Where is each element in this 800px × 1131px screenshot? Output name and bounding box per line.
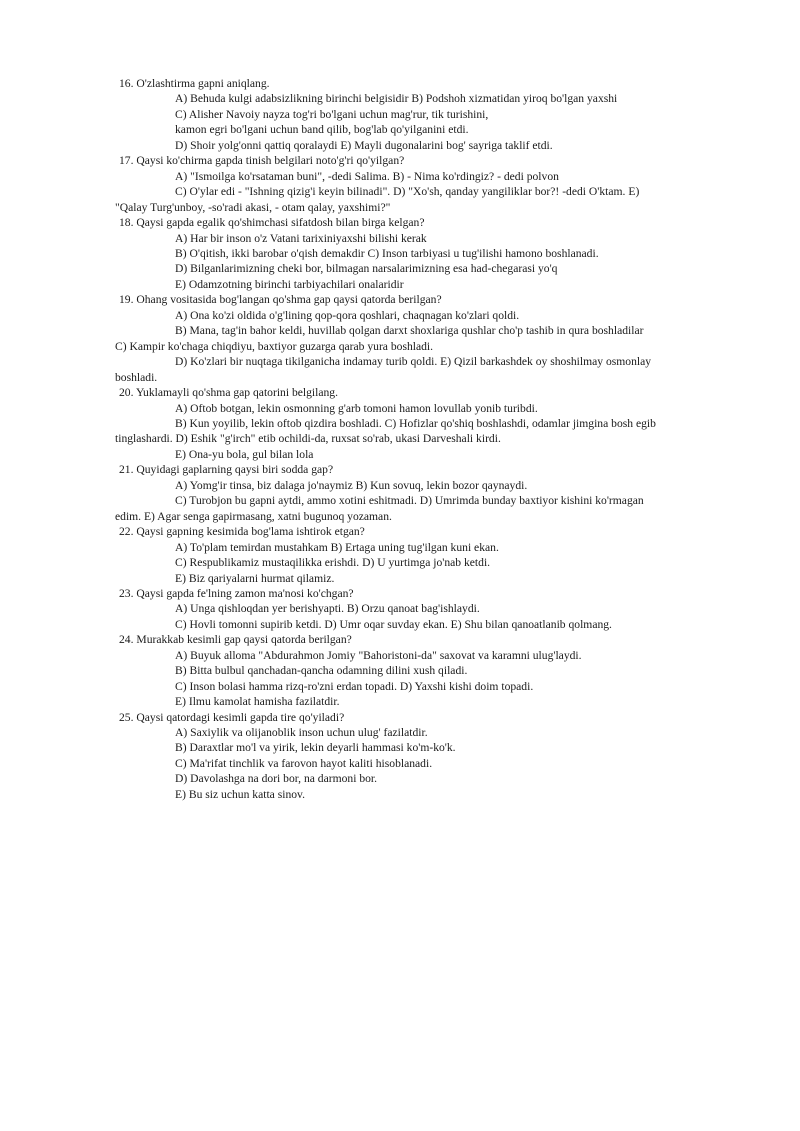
answer-line: C) Inson bolasi hamma rizq-ro'zni erdan topadi. D) Yaxshi kishi doim topadi. [175, 679, 534, 693]
question-title: 19. Ohang vositasida bog'langan qo'shma gap qaysi qatorda berilgan? [119, 293, 442, 307]
answer-continuation: tinglashardi. D) Eshik "g'irch" etib ochildi-da, ruxsat so'rab, ukasi Darveshali kirdi. [115, 432, 501, 446]
answer-line: E) Ilmu kamolat hamisha fazilatdir. [175, 695, 340, 709]
answer-line: B) Kun yoyilib, lekin oftob qizdira boshladi. C) Hofizlar qo'shiq boshlashdi, odamlar jimgina bosh egib [175, 416, 656, 430]
question-title: 22. Qaysi gapning kesimida bog'lama ishtirok etgan? [119, 525, 365, 539]
answer-line: A) Unga qishloqdan yer berishyapti. B) Orzu qanoat bag'ishlaydi. [175, 602, 480, 616]
question-title: 23. Qaysi gapda fe'lning zamon ma'nosi ko'chgan? [119, 586, 354, 600]
answer-line: C) Hovli tomonni supirib ketdi. D) Umr oqar suvday ekan. E) Shu bilan qanoatlanib qolmang. [175, 617, 612, 631]
answer-line: A) Saxiylik va olijanoblik inson uchun ulug' fazilatdir. [175, 726, 428, 740]
answer-continuation: C) Kampir ko'chaga chiqdiyu, baxtiyor guzarga qarab yura boshladi. [115, 339, 434, 353]
answer-line: kamon egri bo'lgani uchun band qilib, bog'lab qo'yilganini etdi. [175, 123, 469, 137]
answer-line: C) Alisher Navoiy nayza tog'ri bo'lgani uchun mag'rur, tik turishini, [175, 107, 489, 121]
question-title: 25. Qaysi qatordagi kesimli gapda tire qo'yiladi? [119, 710, 345, 724]
answer-line: D) Ko'zlari bir nuqtaga tikilganicha indamay turib qoldi. E) Qizil barkashdek oy shoshilmay osmonlay [175, 355, 652, 369]
answer-line: D) Davolashga na dori bor, na darmoni bor. [175, 772, 378, 786]
answer-line: A) To'plam temirdan mustahkam B) Ertaga uning tug'ilgan kuni ekan. [175, 540, 499, 554]
answer-line: A) Ona ko'zi oldida o'g'lining qop-qora qoshlari, chaqnagan ko'zlari qoldi. [175, 308, 520, 322]
answer-line: A) Har bir inson o'z Vatani tarixiniyaxshi bilishi kerak [175, 231, 427, 245]
answer-line: E) Biz qariyalarni hurmat qilamiz. [175, 571, 335, 585]
question-title: 20. Yuklamayli qo'shma gap qatorini belgilang. [119, 386, 339, 400]
answer-line: C) Turobjon bu gapni aytdi, ammo xotini eshitmadi. D) Umrimda bunday baxtiyor kishini ko'rmagan [175, 494, 644, 508]
answer-continuation: edim. E) Agar senga gapirmasang, xatni bugunoq yozaman. [115, 509, 392, 523]
answer-line: C) Respublikamiz mustaqilikka erishdi. D) U yurtimga jo'nab ketdi. [175, 556, 491, 570]
answer-line: A) Buyuk alloma "Abdurahmon Jomiy "Bahoristoni-da" saxovat va karamni ulug'laydi. [175, 648, 582, 662]
answer-line: C) Ma'rifat tinchlik va farovon hayot kaliti hisoblanadi. [175, 756, 433, 770]
question-title: 17. Qaysi ko'chirma gapda tinish belgilari noto'g'ri qo'yilgan? [119, 154, 405, 168]
test-sheet [115, 76, 745, 802]
answer-line: A) Yomg'ir tinsa, biz dalaga jo'naymiz B) Kun sovuq, lekin bozor qaynaydi. [175, 478, 528, 492]
answer-line: A) "Ismoilga ko'rsataman buni", -dedi Salima. B) - Nima ko'rdingiz? - dedi polvon [175, 169, 559, 183]
answer-line: E) Ona-yu bola, gul bilan lola [175, 447, 314, 461]
answer-line: A) Behuda kulgi adabsizlikning birinchi belgisidir B) Podshoh xizmatidan yiroq bo'lgan yaxshi [175, 92, 618, 106]
question-title: 18. Qaysi gapda egalik qo'shimchasi sifatdosh bilan birga kelgan? [119, 216, 425, 230]
answer-line: B) Daraxtlar mo'l va yirik, lekin deyarli hammasi ko'm-ko'k. [175, 741, 456, 755]
answer-continuation: "Qalay Turg'unboy, -so'radi akasi, - otam qalay, yaxshimi?" [115, 200, 391, 214]
answer-line: B) Bitta bulbul qanchadan-qancha odamning dilini xush qiladi. [175, 664, 468, 678]
answer-line: B) O'qitish, ikki barobar o'qish demakdir C) Inson tarbiyasi u tug'ilishi hamono boshlanadi. [175, 246, 599, 260]
question-title: 16. O'zlashtirma gapni aniqlang. [119, 77, 270, 90]
answer-line: A) Oftob botgan, lekin osmonning g'arb tomoni hamon lovullab yonib turibdi. [175, 401, 538, 415]
answer-line: C) O'ylar edi - "Ishning qizig'i keyin bilinadi". D) "Xo'sh, qanday yangiliklar bor?! -dedi O'ktam. E) [175, 185, 640, 199]
question-title: 21. Quyidagi gaplarning qaysi biri sodda gap? [119, 463, 334, 477]
answer-line: E) Bu siz uchun katta sinov. [175, 787, 305, 801]
question-title: 24. Murakkab kesimli gap qaysi qatorda berilgan? [119, 633, 352, 647]
answer-line: D) Shoir yolg'onni qattiq qoralaydi E) Mayli dugonalarini bog' sayriga taklif etdi. [175, 138, 553, 152]
answer-line: B) Mana, tag'in bahor keldi, huvillab qolgan darxt shoxlariga qushlar cho'p tashib in qura boshladilar [175, 324, 644, 338]
answer-line: E) Odamzotning birinchi tarbiyachilari onalaridir [175, 277, 404, 291]
answer-line: D) Bilganlarimizning cheki bor, bilmagan narsalarimizning esa had-chegarasi yo'q [175, 262, 558, 276]
answer-continuation: boshladi. [115, 370, 158, 384]
